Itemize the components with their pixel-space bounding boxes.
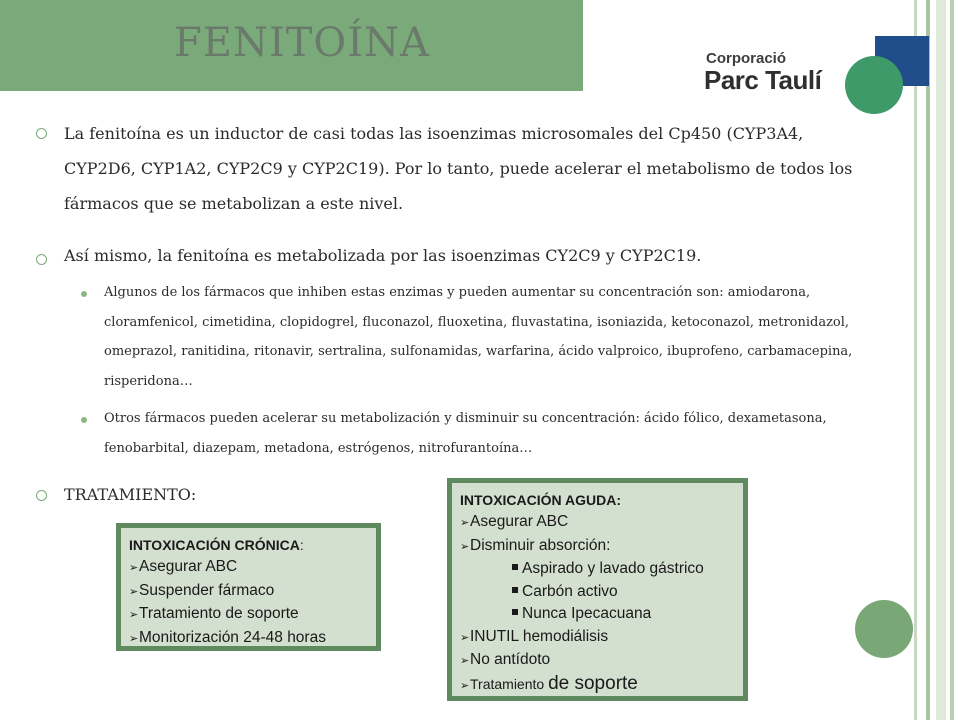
logo-text-line1: Corporació [706,50,787,67]
bullet-ring-icon [36,490,47,501]
square-bullet-icon [512,564,518,570]
bullet-metabolized: Así mismo, la fenitoína es metabolizada por las isoenzimas CY2C9 y CYP2C19. [64,246,702,265]
acute-subitem: Aspirado y lavado gástrico [460,558,737,581]
acute-intoxication-box [447,478,748,701]
acute-item: ➢Asegurar ABC [460,511,737,535]
acute-subitem: Nunca Ipecacuana [460,603,737,626]
arrow-bullet-icon: ➢ [460,540,470,553]
logo-text-line2: Parc Taulí [704,65,822,95]
arrow-bullet-icon: ➢ [129,585,139,598]
sub-bullet-inducers: Otros fármacos pueden acelerar su metabolización y disminuir su concentración: ácido fólico, dexametasona, fenobarbital, diazepam, metadona, estrógenos, nitrofurantoína… [104,411,827,456]
chronic-intoxication-box [116,523,381,651]
arrow-bullet-icon: ➢ [129,562,139,574]
sub-bullet-inhibitors: Algunos de los fármacos que inhiben estas enzimas y pueden aumentar su concentración son: amiodarona, cloramfenicol, cimetidina, clopidogrel, fluconazol, fluoxetina, fluvastatina, isoniazida, ketoconazol, metronidazol, omeprazol, ranitidina, ritonavir, sertralina, sulfonamidas, warfarina, ácido valproico, ibuprofeno, carbamacepina, risperidona… [104,285,853,389]
chronic-item: ➢Suspender fármaco [129,580,370,604]
bullet-inducer: La fenitoína es un inductor de casi todas las isoenzimas microsomales del Cp450 (CYP3A4, CYP2D6, CYP1A2, CYP2C9 y CYP2C19). Por lo tanto, puede acelerar el metabolismo de todos los fármacos que se metabolizan a este nivel. [64,124,853,213]
decor-circle [855,600,913,658]
arrow-bullet-icon: ➢ [129,632,139,645]
bullet-ring-icon [36,128,47,139]
sub-bullet-dot-icon [81,417,87,423]
slide-title: FENITOÍNA [174,20,430,66]
decor-stripe [936,0,946,720]
bullet-ring-icon [36,254,47,265]
acute-item: ➢INUTIL hemodiálisis [460,626,737,650]
decor-stripe [950,0,954,720]
arrow-bullet-icon: ➢ [129,609,139,621]
arrow-bullet-icon: ➢ [460,517,470,529]
chronic-box-title: INTOXICACIÓN CRÓNICA: [129,537,304,553]
acute-box-title: INTOXICACIÓN AGUDA: [460,492,621,508]
square-bullet-icon [512,587,518,593]
chronic-item: ➢Asegurar ABC [129,556,370,580]
acute-item: ➢No antídoto [460,649,737,673]
sub-bullet-dot-icon [81,291,87,297]
square-bullet-icon [512,609,518,615]
acute-item: ➢Disminuir absorción: [460,535,737,559]
arrow-bullet-icon: ➢ [460,655,470,667]
acute-item: ➢Tratamiento de soporte [460,673,737,698]
logo-green-circle [845,56,903,114]
chronic-item: ➢Monitorización 24-48 horas [129,627,370,651]
arrow-bullet-icon: ➢ [460,679,470,692]
acute-subitem: Carbón activo [460,581,737,604]
chronic-item: ➢Tratamiento de soporte [129,603,370,627]
treatment-label: TRATAMIENTO: [64,485,197,504]
parc-tauli-logo [700,32,932,116]
arrow-bullet-icon: ➢ [460,631,470,644]
